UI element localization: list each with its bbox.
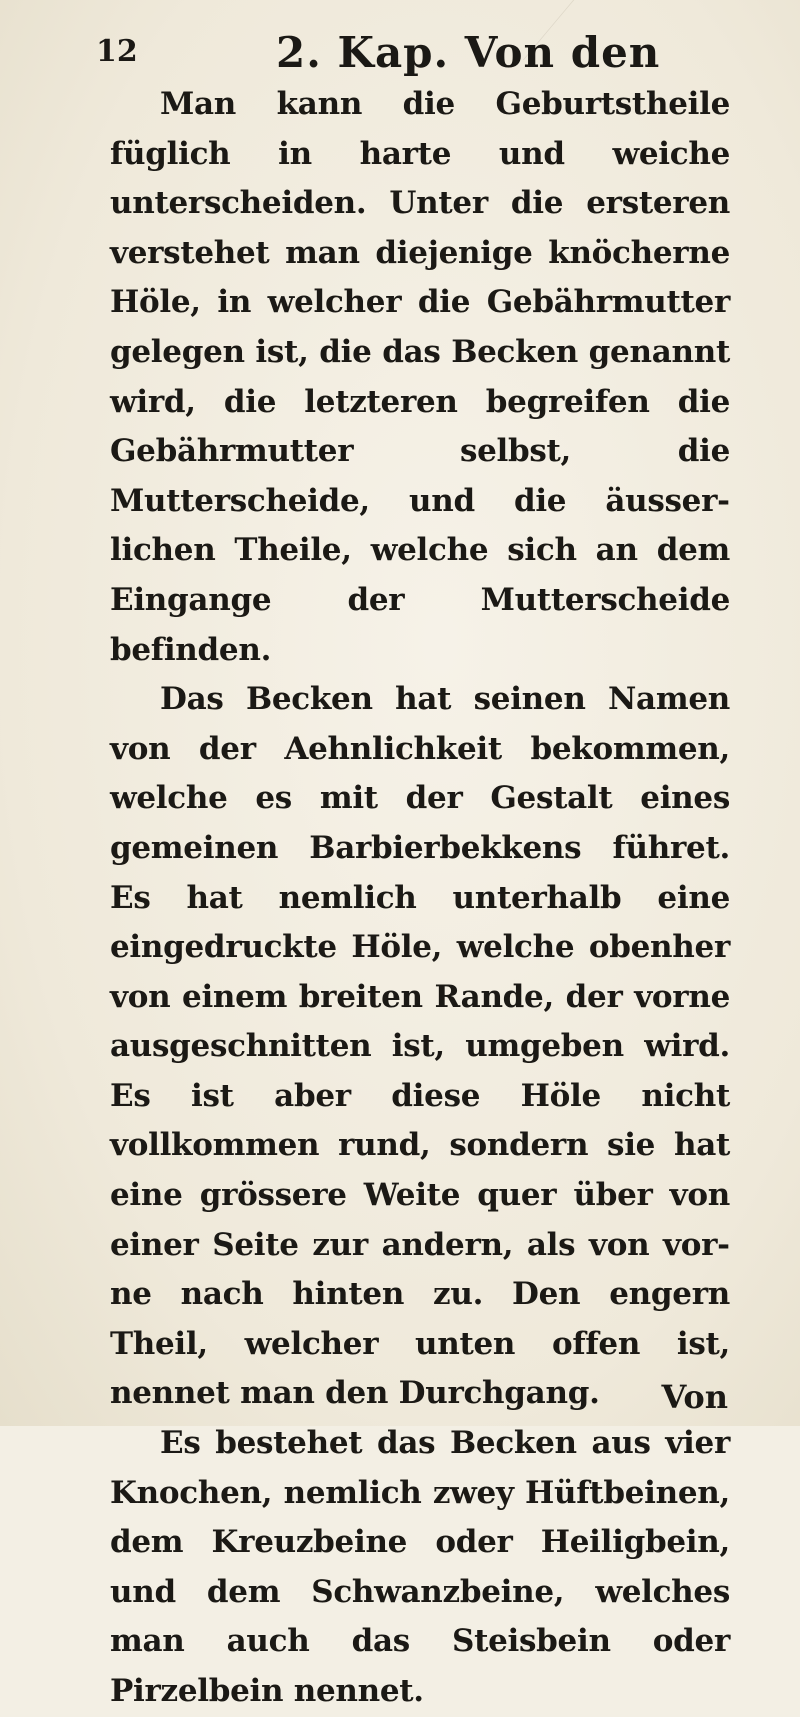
running-head: 2. Kap. Von den: [276, 28, 661, 77]
catchword: Von: [661, 1378, 728, 1416]
paragraph-1: Man kann die Geburtstheile füglich in harte und weiche unterscheiden. Unter die ersteren verstehet man diejenige knöcherne Höle, in welcher die Gebährmutter gelegen ist, die das Becken genannt wird, die letzteren begreifen die Gebährmutter selbst, die Mutterscheide, und die äusserlichen Theile, welche sich an dem Eingange der Mutterscheide befinden.: [110, 86, 730, 668]
paragraph-3: Es bestehet das Becken aus vier Knochen, nemlich zwey Hüftbeinen, dem Kreuzbeine oder Heiligbein, und dem Schwanzbeine, welches man auch das Steisbein oder Pirzelbein nennet.: [110, 1425, 730, 1709]
paragraph-2: Das Becken hat seinen Namen von der Aehnlichkeit bekommen, welche es mit der Gestalt eines gemeinen Barbierbekkens führet. Es hat nemlich unterhalb eine eingedruckte Höle, welche obenher von einem breiten Rande, der vorne ausgeschnitten ist, umgeben wird. Es ist aber diese Höle nicht vollkommen rund, sondern sie hat eine grössere Weite quer über von einer Seite zur andern, als von vorne nach hinten zu. Den engern Theil, welcher unten offen ist, nennet man den Durchgang.: [110, 681, 730, 1412]
body-text: [110, 80, 730, 1717]
page-number: 12: [96, 34, 138, 69]
page-header: [86, 28, 726, 88]
